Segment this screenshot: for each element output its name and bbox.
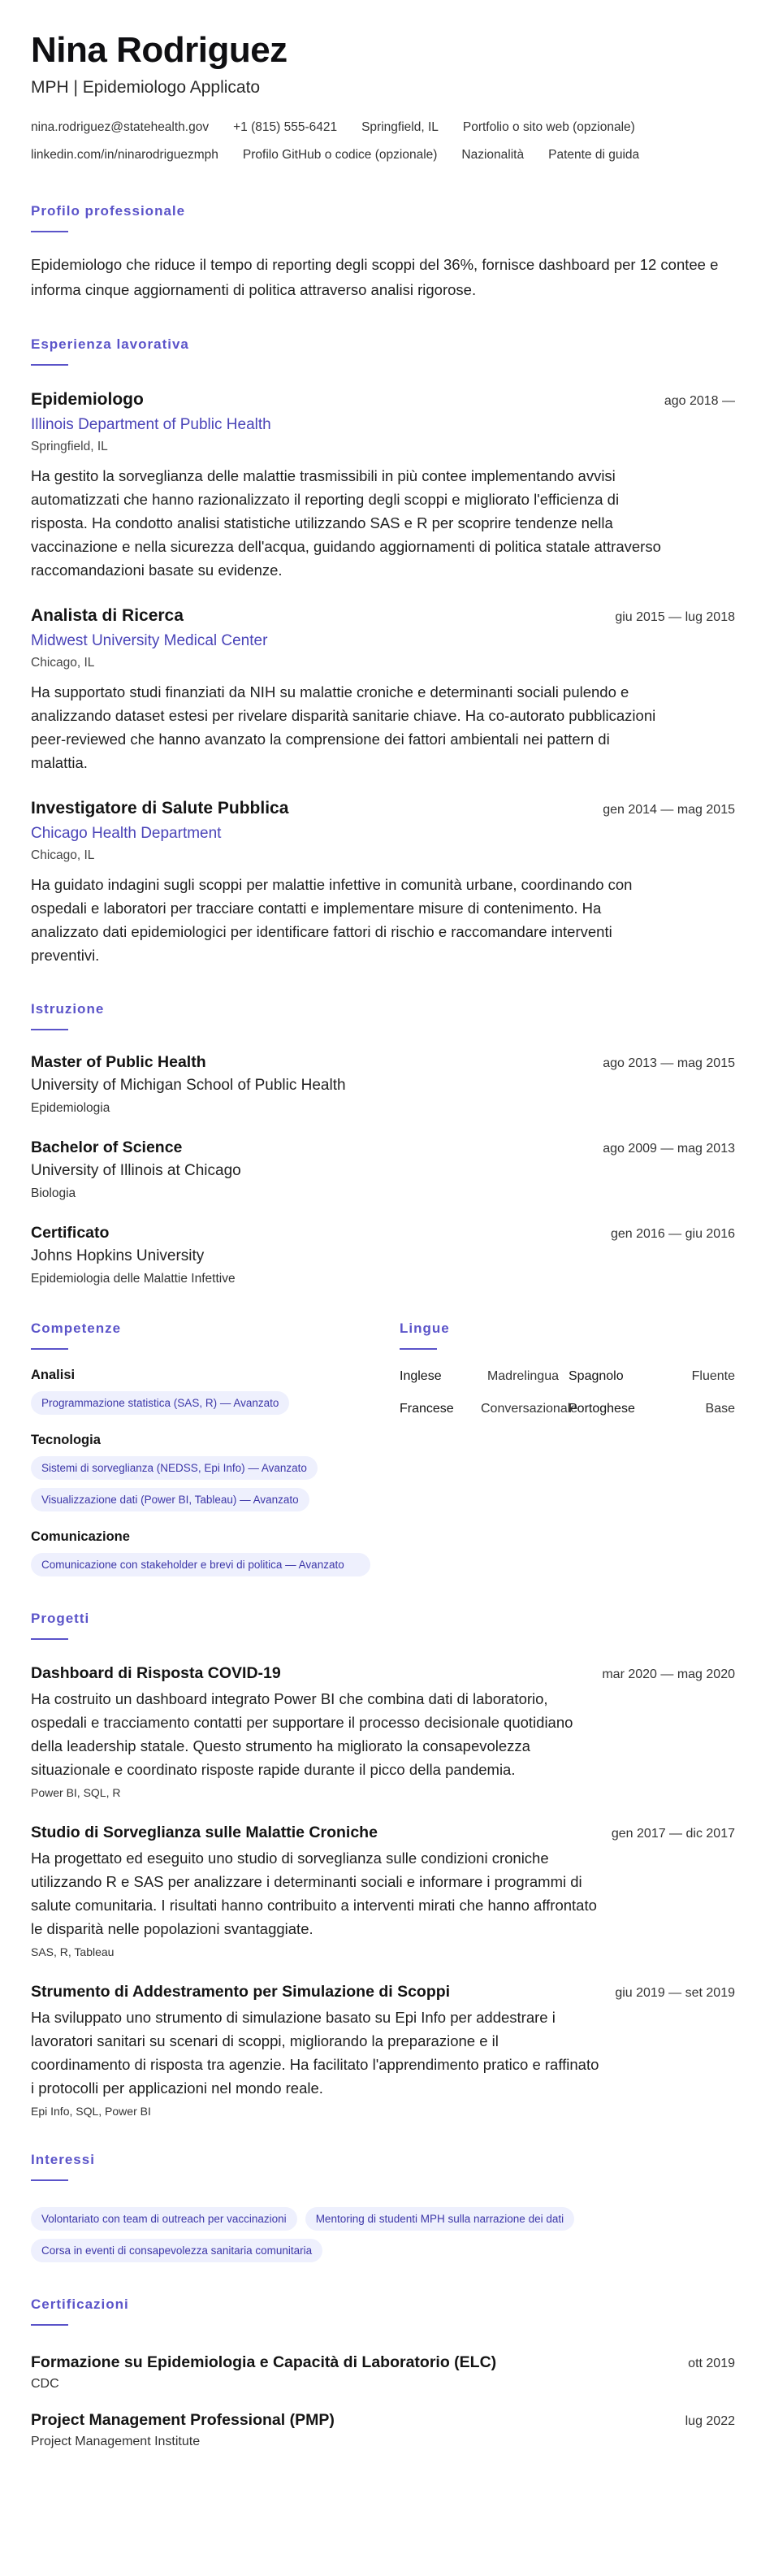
section-divider	[31, 364, 68, 366]
education-entry	[31, 1053, 735, 1116]
education-section	[31, 1001, 735, 1286]
projects-section	[31, 1611, 735, 2118]
job-date: ago 2018 —	[664, 394, 735, 408]
languages-section	[400, 1286, 735, 1576]
interest-pill: Corsa in eventi di consapevolezza sanitaria comunitaria	[31, 2239, 322, 2262]
section-divider	[31, 231, 68, 232]
language-name: Inglese	[400, 1369, 442, 1383]
interests-section	[31, 2152, 735, 2262]
language-name: Francese	[400, 1402, 454, 1416]
section-divider	[31, 1348, 68, 1350]
certification-date: lug 2022	[685, 2414, 735, 2428]
project-name: Dashboard di Risposta COVID-19	[31, 1664, 281, 1682]
project-date: mar 2020 — mag 2020	[602, 1667, 735, 1681]
job-date: gen 2014 — mag 2015	[603, 803, 735, 817]
section-title-skills: Competenze	[31, 1321, 122, 1336]
contact-phone[interactable]: +1 (815) 555-6421	[233, 120, 338, 134]
job-organization: Illinois Department of Public Health	[31, 416, 271, 433]
certification-entry	[31, 2411, 735, 2449]
project-name: Strumento di Addestramento per Simulazione di Scoppi	[31, 1983, 451, 2001]
project-description: Ha progettato ed eseguito uno studio di sorveglianza sulle condizioni croniche utilizzando R e SAS per analizzare i determinanti sociali e informare i programmi di salute comunitaria. I risultati hanno contribuito a interventi mirati che hanno affrontato le disparità nelle popolazioni svantaggiate.	[31, 1850, 597, 1937]
education-entry	[31, 1138, 735, 1201]
section-divider	[31, 2179, 68, 2181]
project-date: giu 2019 — set 2019	[615, 1986, 735, 2000]
certification-date: ott 2019	[688, 2357, 735, 2370]
language-level: Fluente	[691, 1369, 735, 1383]
skill-category: Comunicazione	[31, 1529, 130, 1544]
job-title: Epidemiologo	[31, 390, 144, 409]
education-entry	[31, 1224, 735, 1286]
contact-email[interactable]: nina.rodriguez@statehealth.gov	[31, 120, 210, 134]
certification-entry	[31, 2353, 735, 2392]
headline: MPH | Epidemiologo Applicato	[31, 78, 261, 97]
interest-pill: Volontariato con team di outreach per vaccinazioni	[31, 2207, 297, 2231]
degree-title: Bachelor of Science	[31, 1138, 183, 1156]
experience-entry	[31, 606, 735, 774]
language-level: Madrelingua	[486, 1369, 559, 1383]
profile-summary: Epidemiologo che riduce il tempo di reporting degli scoppi del 36%, fornisce dashboard per 12 contee e informa cinque aggiornamenti di politica attraverso analisi rigorose.	[31, 256, 719, 298]
contact-github[interactable]: Profilo GitHub o codice (opzionale)	[242, 148, 438, 162]
skills-languages-row	[31, 1286, 735, 1576]
project-technologies: Epi Info, SQL, Power BI	[31, 2105, 151, 2118]
experience-entry	[31, 799, 735, 967]
job-description: Ha supportato studi finanziati da NIH su malattie croniche e determinanti sociali pulendo e analizzando dataset estesi per rivelare disparità sanitarie chiave. Ha co-autorato pubblicazioni peer-reviewed che hanno avanzato la comprensione dei fattori ambientali nei pattern di malattia.	[31, 683, 656, 771]
section-title-profile: Profilo professionale	[31, 203, 186, 219]
contact-linkedin[interactable]: linkedin.com/in/ninarodriguezmph	[31, 148, 218, 162]
education-date: ago 2013 — mag 2015	[603, 1056, 735, 1070]
language-level: Base	[705, 1402, 735, 1416]
job-description: Ha gestito la sorveglianza delle malattie trasmissibili in più contee implementando avvisi automatizzati che hanno razionalizzato il reporting degli scoppi e migliorato l'efficienza di risposta. Ha condotto analisi statistiche utilizzando SAS e R per scoprire tendenze nella vaccinazione e nella sicurezza dell'acqua, guidando aggiornamenti di politica statale attraverso raccomandazioni basate su evidenze.	[31, 467, 661, 579]
section-title-languages: Lingue	[400, 1321, 450, 1336]
skill-pill: Comunicazione con stakeholder e brevi di politica — Avanzato	[31, 1553, 370, 1576]
section-title-projects: Progetti	[31, 1611, 90, 1626]
certification-name: Project Management Professional (PMP)	[31, 2411, 335, 2429]
section-title-certifications: Certificazioni	[31, 2296, 129, 2312]
contact-list	[31, 114, 735, 169]
job-organization: Chicago Health Department	[31, 825, 222, 842]
profile-section	[31, 203, 735, 302]
project-technologies: SAS, R, Tableau	[31, 1945, 115, 1958]
degree-title: Master of Public Health	[31, 1053, 206, 1071]
project-description: Ha sviluppato uno strumento di simulazione basato su Epi Info per addestrare i lavoratori sanitari su scenari di scoppi, migliorando la preparazione e il coordinamento di risposta tra agenzie. Ha facilitato l'apprendimento pratico e raffinato i protocolli per applicazioni nel mondo reale.	[31, 2009, 599, 2097]
skill-category: Tecnologia	[31, 1433, 101, 1447]
contact-license: Patente di guida	[548, 148, 640, 162]
education-institution: Johns Hopkins University	[31, 1247, 205, 1264]
education-institution: University of Michigan School of Public Health	[31, 1077, 346, 1094]
project-entry	[31, 1824, 735, 1958]
language-name: Spagnolo	[569, 1369, 624, 1383]
skill-category: Analisi	[31, 1368, 76, 1382]
project-entry	[31, 1983, 735, 2118]
certification-name: Formazione su Epidemiologia e Capacità di Laboratorio (ELC)	[31, 2353, 497, 2371]
education-institution: University of Illinois at Chicago	[31, 1162, 241, 1179]
job-location: Springfield, IL	[31, 440, 108, 453]
job-description: Ha guidato indagini sugli scoppi per malattie infettive in comunità urbane, coordinando con ospedali e laboratori per tracciare contatti e implementare misure di contenimento. Ha analizzato dati epidemiologici per identificare fattori di rischio e raccomandare interventi preventivi.	[31, 876, 633, 964]
experience-entry	[31, 390, 735, 582]
section-divider	[31, 1029, 68, 1030]
project-name: Studio di Sorveglianza sulle Malattie Croniche	[31, 1824, 378, 1841]
project-description: Ha costruito un dashboard integrato Power BI che combina dati di laboratorio, ospedali e tracciamento contatti per supportare il processo decisionale quotidiano della leadership statale. Questo strumento ha migliorato la consapevolezza situazionale e coordinato risposte rapide durante il picco della pandemia.	[31, 1690, 573, 1778]
language-level: Conversazionale	[481, 1402, 578, 1416]
section-title-interests: Interessi	[31, 2152, 95, 2167]
education-date: ago 2009 — mag 2013	[603, 1142, 735, 1156]
education-field: Epidemiologia delle Malattie Infettive	[31, 1272, 236, 1286]
language-list	[400, 1369, 735, 1416]
job-title: Investigatore di Salute Pubblica	[31, 799, 289, 817]
section-divider	[400, 1348, 437, 1350]
interest-pill: Mentoring di studenti MPH sulla narrazione dei dati	[305, 2207, 574, 2231]
project-entry	[31, 1664, 735, 1799]
contact-location: Springfield, IL	[361, 120, 439, 134]
section-title-education: Istruzione	[31, 1001, 105, 1017]
education-field: Biologia	[31, 1186, 76, 1200]
certification-issuer: Project Management Institute	[31, 2435, 201, 2448]
section-title-experience: Esperienza lavorativa	[31, 336, 189, 352]
project-technologies: Power BI, SQL, R	[31, 1786, 121, 1799]
contact-portfolio[interactable]: Portfolio o sito web (opzionale)	[462, 120, 635, 134]
education-field: Epidemiologia	[31, 1101, 110, 1115]
job-organization: Midwest University Medical Center	[31, 632, 268, 649]
language-name: Portoghese	[569, 1402, 635, 1416]
skill-pill: Programmazione statistica (SAS, R) — Avanzato	[31, 1391, 289, 1415]
skill-pill: Sistemi di sorveglianza (NEDSS, Epi Info) — Avanzato	[31, 1456, 318, 1480]
candidate-name: Nina Rodriguez	[31, 30, 288, 70]
education-date: gen 2016 — giu 2016	[610, 1227, 735, 1241]
project-date: gen 2017 — dic 2017	[611, 1827, 735, 1841]
skills-section	[31, 1286, 370, 1576]
job-date: giu 2015 — lug 2018	[615, 610, 735, 624]
skill-pill: Visualizzazione dati (Power BI, Tableau) — Avanzato	[31, 1488, 309, 1511]
job-title: Analista di Ricerca	[31, 606, 184, 625]
degree-title: Certificato	[31, 1224, 110, 1242]
job-location: Chicago, IL	[31, 848, 95, 862]
section-divider	[31, 1638, 68, 1640]
resume-header	[31, 31, 735, 169]
certifications-section	[31, 2296, 735, 2449]
interest-list	[31, 2199, 735, 2262]
job-location: Chicago, IL	[31, 656, 95, 670]
section-divider	[31, 2324, 68, 2326]
certification-issuer: CDC	[31, 2377, 59, 2391]
contact-nationality: Nazionalità	[461, 148, 525, 162]
experience-section	[31, 336, 735, 967]
